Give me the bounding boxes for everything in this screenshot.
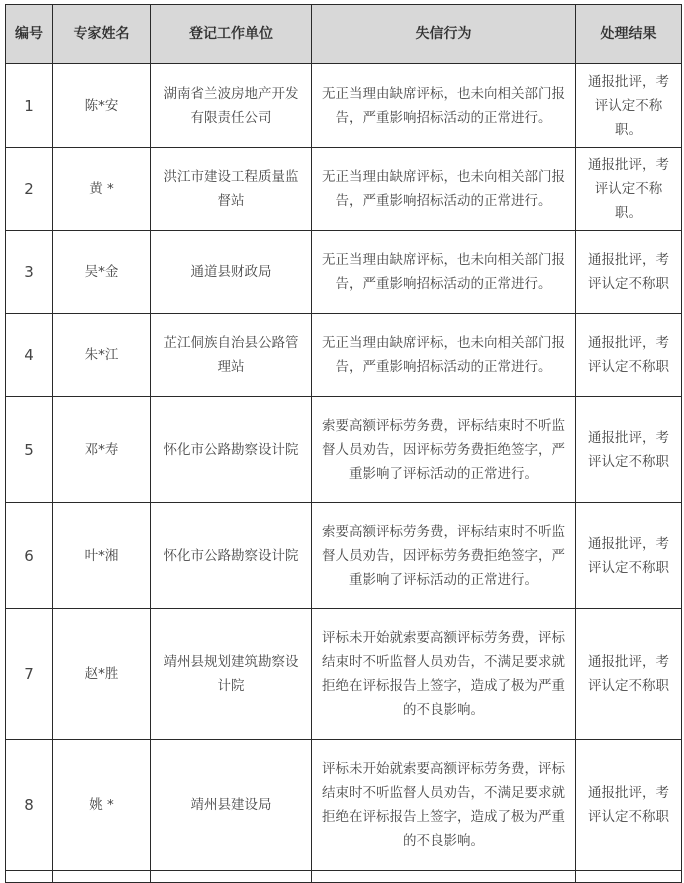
cell-name: 叶*湘 xyxy=(53,503,151,609)
cell-unit: 湖南省兰波房地产开发有限责任公司 xyxy=(151,64,312,148)
header-result: 处理结果 xyxy=(576,5,682,64)
discipline-table xyxy=(5,4,682,883)
cell-behavior: 无正当理由缺席评标，也未向相关部门报告，严重影响招标活动的正常进行。 xyxy=(312,314,576,397)
table-row xyxy=(6,503,682,609)
table-row xyxy=(6,609,682,740)
cell-result: 通报批评，考评认定不称职 xyxy=(576,503,682,609)
cell-name: 黄 * xyxy=(53,148,151,231)
cell-no: 8 xyxy=(6,740,53,871)
cell-result: 通报批评，考评认定不称职 xyxy=(576,231,682,314)
cell-unit: 怀化市公路勘察设计院 xyxy=(151,397,312,503)
cell-behavior: 索要高额评标劳务费，评标结束时不听监督人员劝告，因评标劳务费拒绝签字，严重影响了评标活动的正常进行。 xyxy=(312,503,576,609)
cell-no: 5 xyxy=(6,397,53,503)
cell-result: 通报批评，考评认定不称职。 xyxy=(576,64,682,148)
table-row xyxy=(6,397,682,503)
cell-result: 通报批评，考评认定不称职 xyxy=(576,314,682,397)
table-row xyxy=(6,148,682,231)
cell-unit: 芷江侗族自治县公路管理站 xyxy=(151,314,312,397)
header-name: 专家姓名 xyxy=(53,5,151,64)
table-row xyxy=(6,64,682,148)
cell-name: 赵*胜 xyxy=(53,609,151,740)
cell-behavior: 无正当理由缺席评标，也未向相关部门报告，严重影响招标活动的正常进行。 xyxy=(312,64,576,148)
cell-unit: 通道县财政局 xyxy=(151,231,312,314)
header-unit: 登记工作单位 xyxy=(151,5,312,64)
table-row xyxy=(6,314,682,397)
cell-behavior: 无正当理由缺席评标，也未向相关部门报告，严重影响招标活动的正常进行。 xyxy=(312,231,576,314)
cell-unit: 怀化市公路勘察设计院 xyxy=(151,503,312,609)
cell-no: 3 xyxy=(6,231,53,314)
cell-behavior: 索要高额评标劳务费，评标结束时不听监督人员劝告，因评标劳务费拒绝签字，严重影响了评标活动的正常进行。 xyxy=(312,397,576,503)
cell-behavior: 评标未开始就索要高额评标劳务费，评标结束时不听监督人员劝告，不满足要求就拒绝在评标报告上签字，造成了极为严重的不良影响。 xyxy=(312,609,576,740)
cell-name: 邓*寿 xyxy=(53,397,151,503)
cell-no: 1 xyxy=(6,64,53,148)
cell-behavior: 无正当理由缺席评标，也未向相关部门报告，严重影响招标活动的正常进行。 xyxy=(312,148,576,231)
cell-name: 姚 * xyxy=(53,740,151,871)
header-behavior: 失信行为 xyxy=(312,5,576,64)
cell-unit: 洪江市建设工程质量监督站 xyxy=(151,148,312,231)
cell-name: 陈*安 xyxy=(53,64,151,148)
header-row xyxy=(6,5,682,64)
cell-behavior: 评标未开始就索要高额评标劳务费，评标结束时不听监督人员劝告，不满足要求就拒绝在评标报告上签字，造成了极为严重的不良影响。 xyxy=(312,740,576,871)
cell-name: 吴*金 xyxy=(53,231,151,314)
cell-result: 通报批评，考评认定不称职 xyxy=(576,740,682,871)
cell-no: 6 xyxy=(6,503,53,609)
cell-no: 4 xyxy=(6,314,53,397)
cell-no: 7 xyxy=(6,609,53,740)
cell-unit: 靖州县建设局 xyxy=(151,740,312,871)
table-row-partial xyxy=(6,871,682,883)
table-row xyxy=(6,740,682,871)
cell-name: 朱*江 xyxy=(53,314,151,397)
table-row xyxy=(6,231,682,314)
cell-result: 通报批评，考评认定不称职。 xyxy=(576,148,682,231)
header-no: 编号 xyxy=(6,5,53,64)
cell-result: 通报批评，考评认定不称职 xyxy=(576,397,682,503)
cell-unit: 靖州县规划建筑勘察设计院 xyxy=(151,609,312,740)
cell-no: 2 xyxy=(6,148,53,231)
cell-result: 通报批评，考评认定不称职 xyxy=(576,609,682,740)
